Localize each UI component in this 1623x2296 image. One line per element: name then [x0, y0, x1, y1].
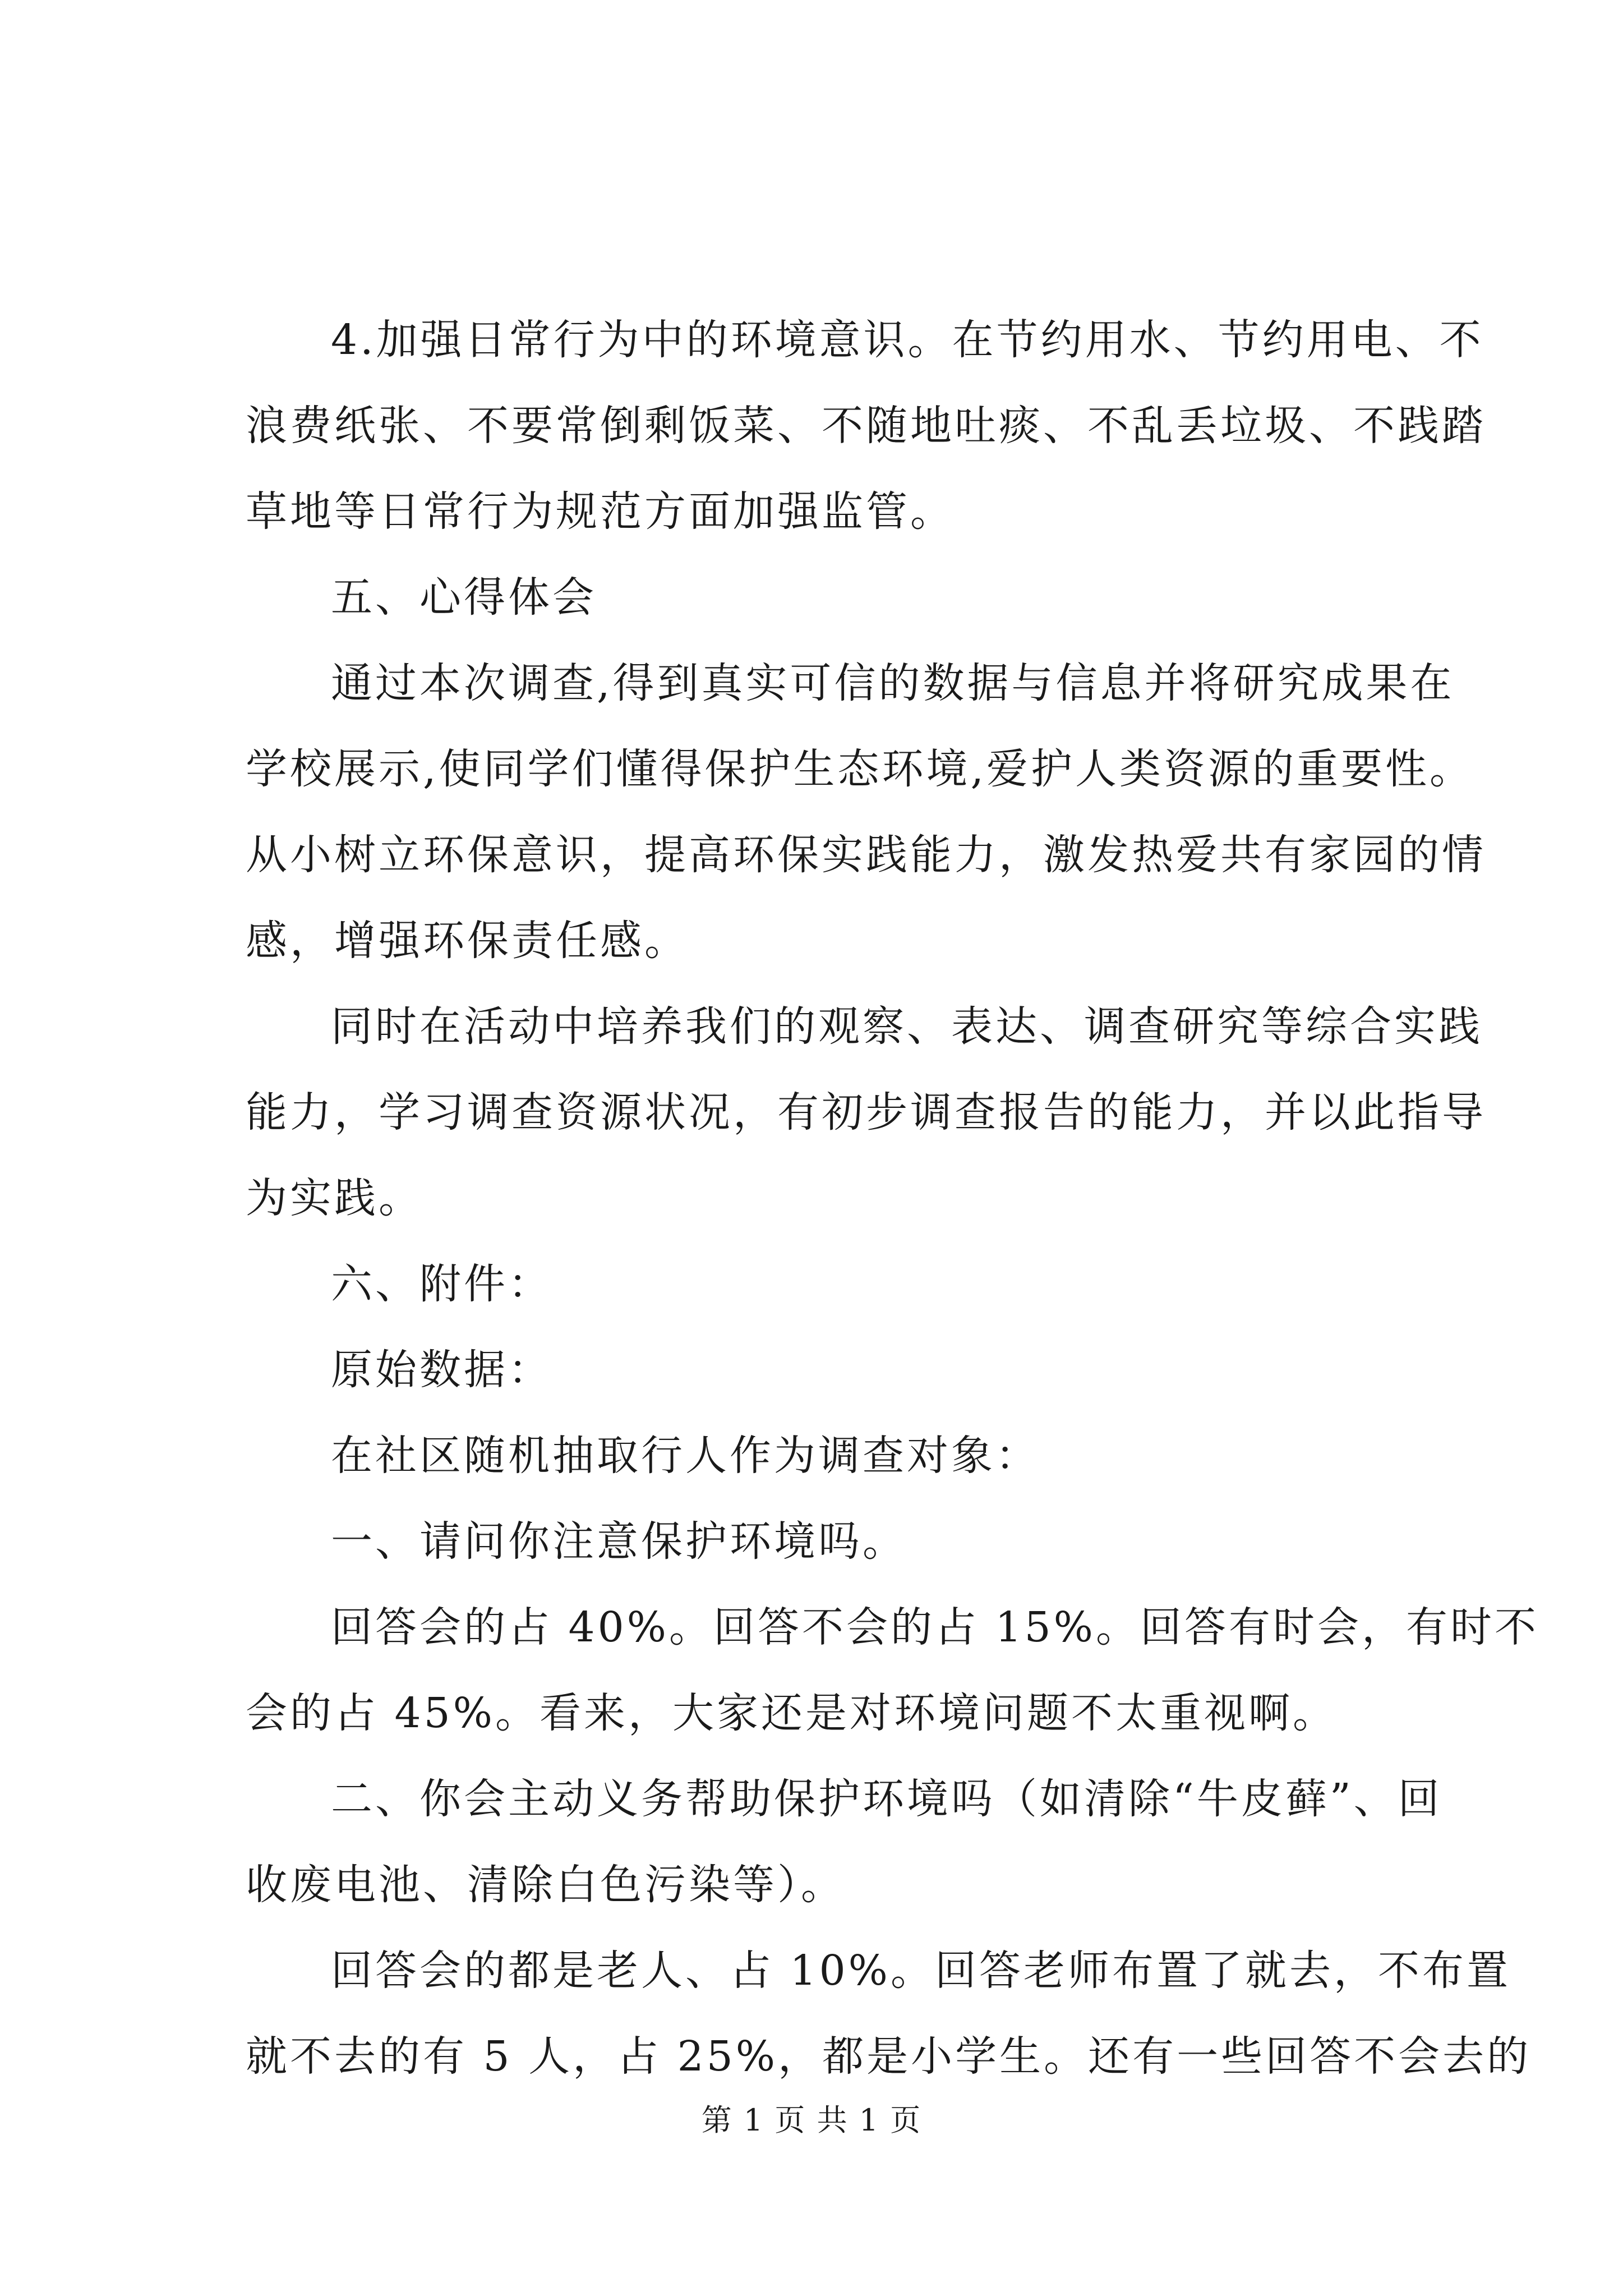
text-line: 感，增强环保责任感。: [246, 917, 689, 965]
text-line: 会的占 45%。看来，大家还是对环境问题不太重视啊。: [246, 1689, 1337, 1737]
page-number-label: 第 1 页 共 1 页: [701, 2102, 922, 2138]
text-line: 从小树立环保意识，提高环保实践能力，激发热爱共有家园的情: [246, 831, 1486, 879]
text-line: 同时在活动中培养我们的观察、表达、调查研究等综合实践: [331, 1002, 1483, 1051]
text-line: 通过本次调查,得到真实可信的数据与信息并将研究成果在: [331, 659, 1455, 707]
page-footer: [0, 2101, 1623, 2140]
text-line: 就不去的有 5 人，占 25%，都是小学生。还有一些回答不会去的: [246, 2032, 1532, 2081]
section-heading: 五、心得体会: [331, 573, 597, 622]
text-line: 回答会的占 40%。回答不会的占 15%。回答有时会，有时不: [331, 1603, 1539, 1651]
body-text: [246, 297, 1539, 2100]
section-heading: 六、附件：: [331, 1260, 552, 1308]
document-body: [246, 297, 1539, 2100]
text-line: 草地等日常行为规范方面加强监管。: [246, 487, 955, 536]
text-line: 学校展示,使同学们懂得保护生态环境,爱护人类资源的重要性。: [246, 745, 1474, 793]
text-line: 浪费纸张、不要常倒剩饭菜、不随地吐痰、不乱丢垃圾、不践踏: [246, 402, 1486, 450]
text-line: 收废电池、清除白色污染等）。: [246, 1861, 845, 1909]
text-line: 为实践。: [246, 1174, 423, 1222]
text-line: 在社区随机抽取行人作为调查对象：: [331, 1432, 1040, 1480]
question-line: 一、请问你注意保护环境吗。: [331, 1517, 907, 1566]
text-line: 4.加强日常行为中的环境意识。在节约用水、节约用电、不: [331, 316, 1484, 364]
text-line: 能力，学习调查资源状况，有初步调查报告的能力，并以此指导: [246, 1088, 1486, 1137]
text-line: 回答会的都是老人、占 10%。回答老师布置了就去，不布置: [331, 1947, 1511, 1995]
question-line: 二、你会主动义务帮助保护环境吗（如清除“牛皮藓”、回: [331, 1775, 1442, 1823]
text-line: 原始数据：: [331, 1346, 552, 1394]
